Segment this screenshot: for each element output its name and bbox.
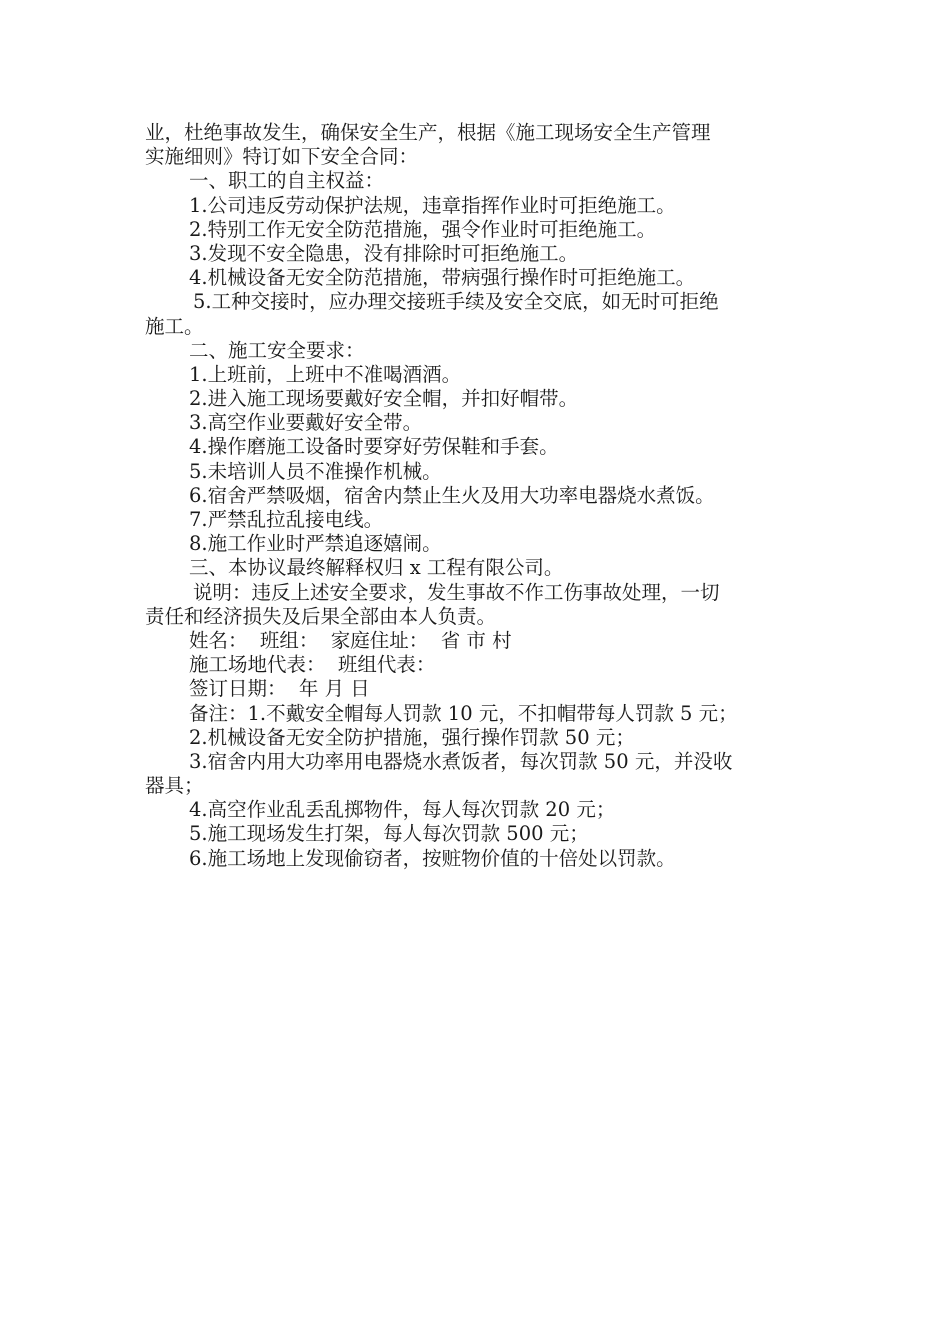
list-item: 8.施工作业时严禁追逐嬉闹。 (189, 532, 442, 556)
note-continuation: 责任和经济损失及后果全部由本人负责。 (145, 604, 497, 628)
remark-item: 5.施工现场发生打架，每人每次罚款 500 元； (189, 822, 589, 846)
document-body (145, 121, 810, 871)
list-item: 2.特别工作无安全防范措施，强令作业时可拒绝施工。 (189, 217, 657, 241)
list-item: 2.进入施工现场要戴好安全帽，并扣好帽带。 (189, 387, 579, 411)
remark-item: 备注：1.不戴安全帽每人罚款 10 元，不扣帽带每人罚款 5 元； (189, 701, 738, 725)
paragraph-line: 实施细则》特订如下安全合同： (145, 145, 419, 169)
remark-item: 3.宿舍内用大功率用电器烧水煮饭者，每次罚款 50 元，并没收 (189, 749, 733, 773)
list-item: 3.高空作业要戴好安全带。 (189, 411, 423, 435)
list-item: 7.严禁乱拉乱接电线。 (189, 508, 384, 531)
note-line: 说明：违反上述安全要求，发生事故不作工伤事故处理，一切 (193, 580, 720, 604)
remark-item: 4.高空作业乱丢乱掷物件，每人每次罚款 20 元； (189, 798, 616, 822)
list-item: 1.上班前，上班中不准喝酒酒。 (189, 362, 462, 386)
remark-continuation: 器具； (145, 774, 204, 798)
list-item: 4.操作磨施工设备时要穿好劳保鞋和手套。 (189, 435, 559, 459)
section-heading: 二、施工安全要求： (189, 338, 365, 362)
list-item: 4.机械设备无安全防范措施，带病强行操作时可拒绝施工。 (189, 266, 696, 290)
date-field: 签订日期： 年 月 日 (189, 677, 370, 701)
list-item: 5.未培训人员不准操作机械。 (189, 459, 442, 483)
section-heading: 一、职工的自主权益： (189, 169, 385, 193)
list-item-continuation: 施工。 (145, 314, 204, 338)
paragraph-line: 业，杜绝事故发生，确保安全生产，根据《施工现场安全生产管理 (145, 121, 711, 144)
section-heading: 三、本协议最终解释权归 x 工程有限公司。 (189, 556, 564, 580)
remark-item: 6.施工场地上发现偷窃者，按赃物价值的十倍处以罚款。 (189, 846, 676, 870)
list-item: 5.工种交接时，应办理交接班手续及安全交底，如无时可拒绝 (193, 290, 719, 314)
list-item: 3.发现不安全隐患，没有排除时可拒绝施工。 (189, 241, 579, 265)
list-item: 6.宿舍严禁吸烟，宿舍内禁止生火及用大功率电器烧水煮饭。 (189, 483, 715, 507)
remark-item: 2.机械设备无安全防护措施，强行操作罚款 50 元； (189, 725, 635, 749)
signature-field: 施工场地代表： 班组代表： (189, 653, 436, 677)
list-item: 1.公司违反劳动保护法规，违章指挥作业时可拒绝施工。 (189, 193, 676, 217)
signature-field: 姓名： 班组： 家庭住址： 省 市 村 (189, 628, 512, 652)
